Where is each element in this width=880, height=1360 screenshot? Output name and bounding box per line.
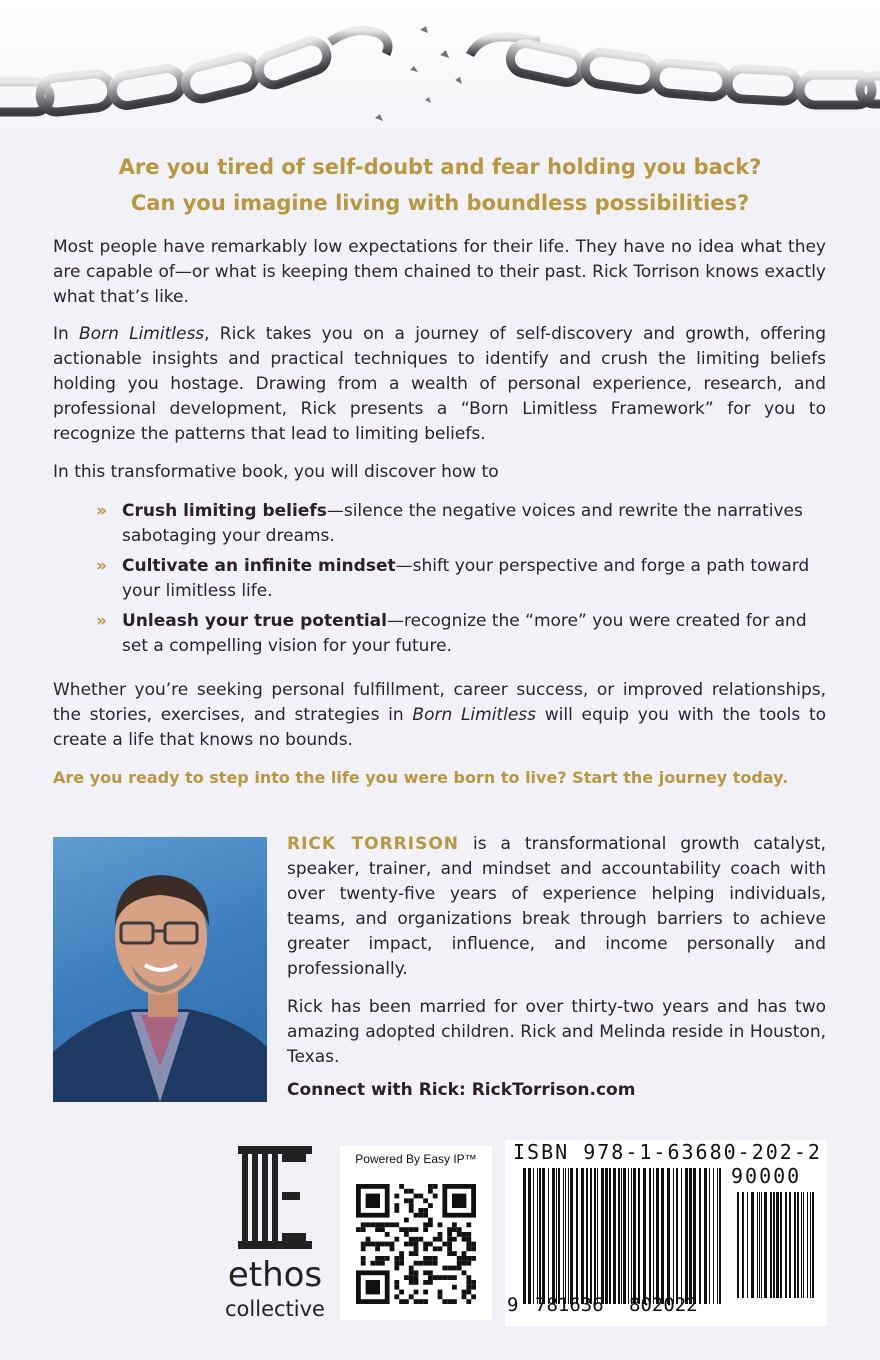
benefit-list bbox=[96, 499, 816, 664]
broken-chain-illustration bbox=[0, 0, 880, 150]
ethos-collective-logo bbox=[220, 1140, 330, 1330]
barcode-digits-left: 781636 bbox=[535, 1294, 604, 1316]
author-photo bbox=[53, 837, 267, 1102]
isbn-barcode-panel bbox=[505, 1140, 827, 1326]
logo-word-ethos: ethos bbox=[227, 1255, 323, 1295]
call-to-action: Are you ready to step into the life you were born to live? Start the journey today. bbox=[53, 768, 789, 787]
discover-intro: In this transformative book, you will discover how to bbox=[53, 462, 499, 482]
closing-paragraph bbox=[53, 678, 826, 753]
isbn-number: ISBN 978-1-63680-202-2 bbox=[513, 1140, 822, 1164]
bullet-heading: Unleash your true potential bbox=[122, 611, 387, 631]
headline-question-1: Are you tired of self-doubt and fear holding you back? bbox=[118, 155, 762, 179]
bullet-text: —silence the negative voices and rewrite the narratives sabotaging your dreams. bbox=[122, 501, 803, 546]
bullet-chevron-icon: » bbox=[96, 611, 107, 631]
bullet-text: —recognize the “more” you were created for and set a compelling vision for your future. bbox=[122, 611, 807, 656]
list-item bbox=[96, 499, 816, 549]
book-description-text: , Rick takes you on a journey of self-discovery and growth, offering actionable insights and practical techniques to identify and crush the limiting beliefs holding you hostage. Drawing from a wealth of personal experience, research, and professional development, Rick presents a “Born Limitless Framework” for you to recognize the patterns that lead to limiting beliefs. bbox=[53, 324, 826, 444]
barcode-lead-digit: 9 bbox=[507, 1294, 519, 1316]
intro-paragraph: Most people have remarkably low expectations for their life. They have no idea what they are capable of—or what is keeping them chained to their past. Rick Torrison knows exactly what that’s like. bbox=[53, 237, 826, 307]
author-bio bbox=[287, 832, 826, 982]
logo-word-collective: collective bbox=[225, 1297, 325, 1321]
bullet-heading: Cultivate an infinite mindset bbox=[122, 556, 396, 576]
author-family: Rick has been married for over thirty-two years and has two amazing adopted children. Rick and Melinda reside in Houston, Texas. bbox=[287, 997, 826, 1067]
bullet-text: —shift your perspective and forge a path toward your limitless life. bbox=[122, 556, 810, 601]
qr-code-panel bbox=[340, 1146, 492, 1320]
qr-code-icon[interactable] bbox=[356, 1184, 476, 1304]
book-description-paragraph bbox=[53, 322, 826, 447]
barcode-digits-right: 802022 bbox=[629, 1294, 698, 1316]
list-item bbox=[96, 609, 816, 659]
closing-text-end: will equip you with the tools to create a life that knows no bounds. bbox=[53, 705, 827, 750]
book-description-in: In bbox=[53, 324, 69, 344]
ean-barcode-icon bbox=[521, 1168, 725, 1304]
author-portrait-illustration bbox=[53, 837, 267, 1102]
book-title-italic: Born Limitless bbox=[412, 705, 536, 725]
list-item bbox=[96, 554, 816, 604]
connect-link[interactable]: Connect with Rick: RickTorrison.com bbox=[287, 1080, 636, 1100]
bullet-chevron-icon: » bbox=[96, 556, 107, 576]
bullet-heading: Crush limiting beliefs bbox=[122, 501, 327, 521]
bullet-chevron-icon: » bbox=[96, 501, 107, 521]
book-title-italic: Born Limitless bbox=[79, 324, 205, 344]
broken-chain-banner bbox=[0, 0, 880, 150]
author-name: RICK TORRISON bbox=[287, 834, 460, 854]
author-bio-text: is a transformational growth catalyst, speaker, trainer, and mindset and accountability coach with over twenty-five years of experience helping individuals, teams, and organizations break through barriers to achieve greater impact, influence, and income personally and professionally. bbox=[287, 834, 827, 979]
pillar-e-icon bbox=[220, 1140, 330, 1255]
headline-question-2: Can you imagine living with boundless possibilities? bbox=[130, 191, 750, 215]
price-code: 90000 bbox=[731, 1164, 802, 1188]
qr-label: Powered By Easy IP™ bbox=[355, 1152, 477, 1166]
closing-text-start: Whether you’re seeking personal fulfillment, career success, or improved relationships, the stories, exercises, and strategies in bbox=[53, 680, 826, 725]
addon-barcode-icon bbox=[735, 1192, 815, 1298]
